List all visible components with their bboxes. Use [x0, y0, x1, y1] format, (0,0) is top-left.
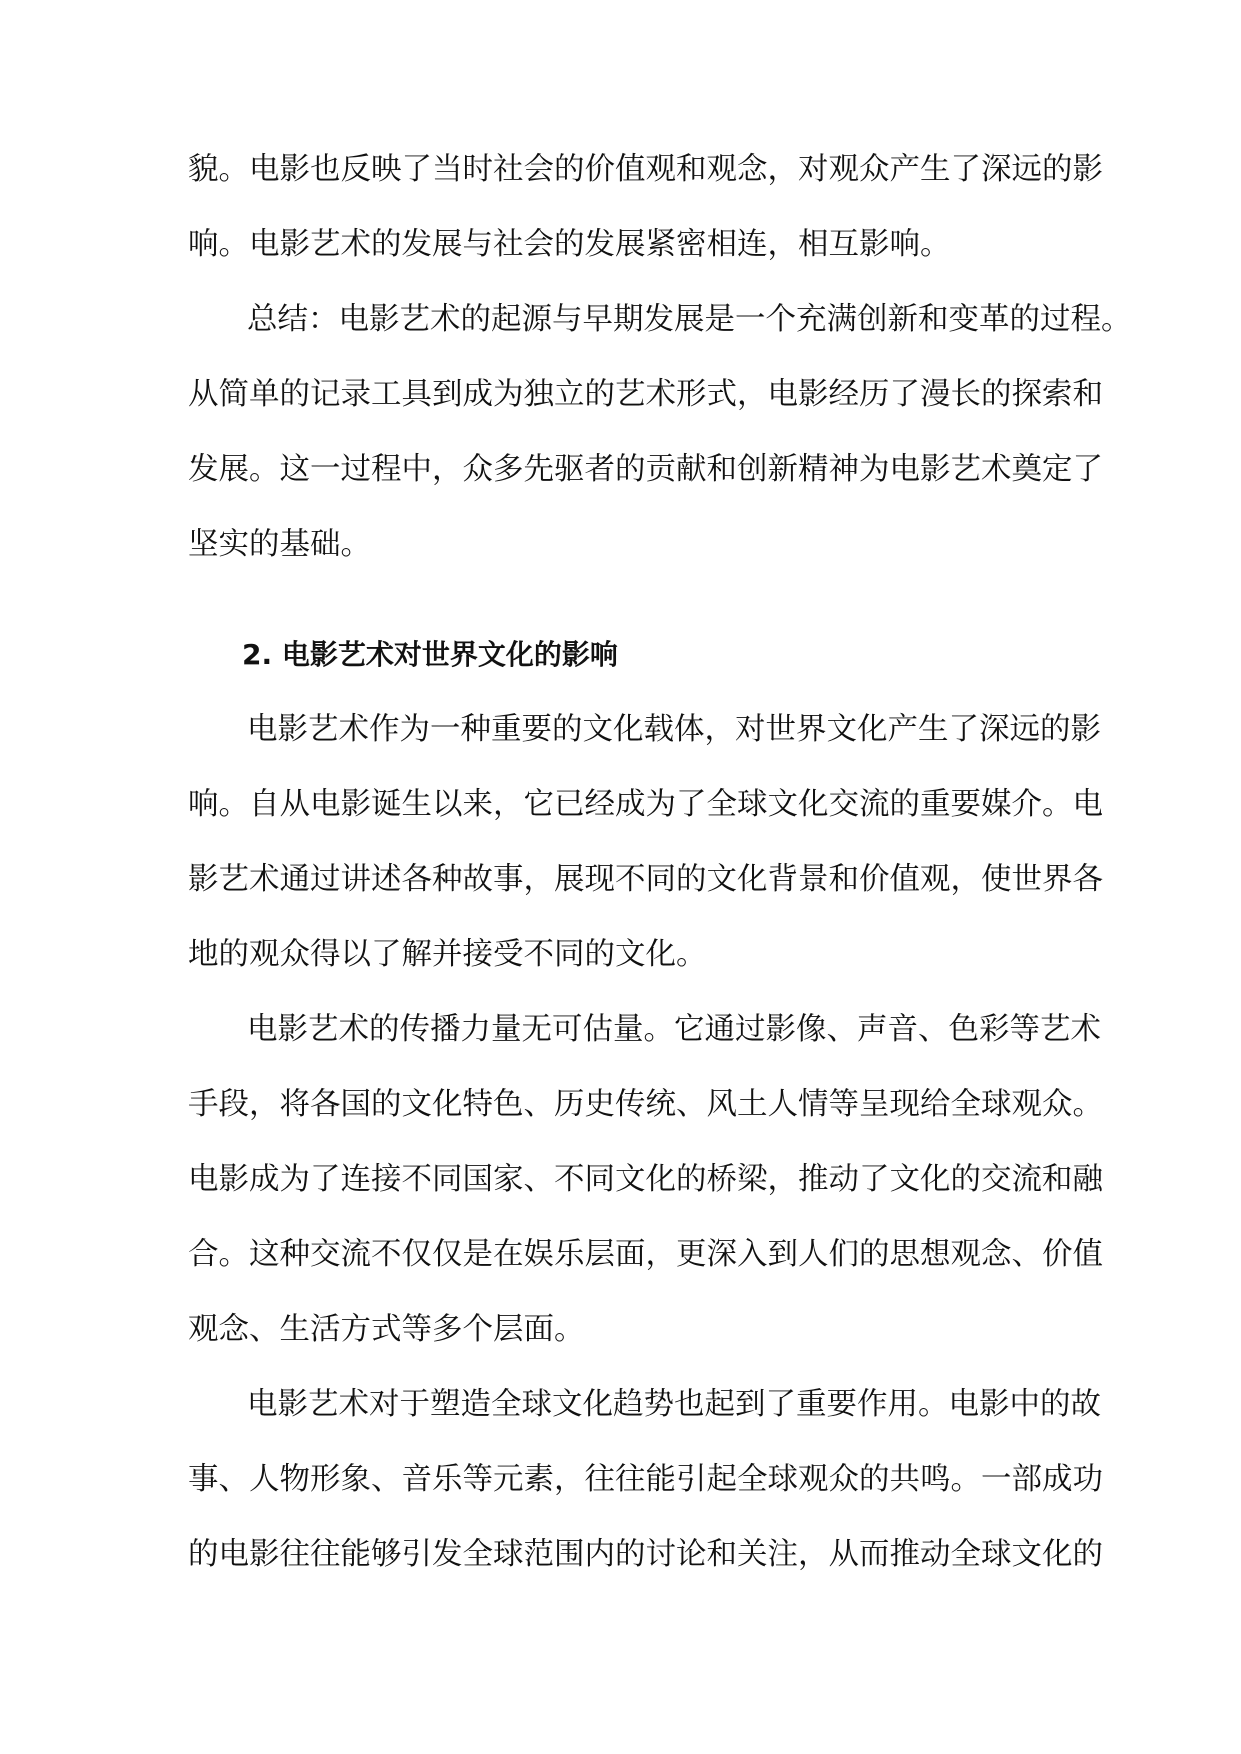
text-line: 发展。这一过程中，众多先驱者的贡献和创新精神为电影艺术奠定了 — [188, 452, 1103, 487]
section-heading: 2. 电影艺术对世界文化的影响 — [242, 638, 618, 671]
text-line: 从简单的记录工具到成为独立的艺术形式，电影经历了漫长的探索和 — [188, 377, 1103, 412]
text-line: 影艺术通过讲述各种故事，展现不同的文化背景和价值观，使世界各 — [188, 862, 1103, 897]
text-line: 事、人物形象、音乐等元素，往往能引起全球观众的共鸣。一部成功 — [188, 1462, 1103, 1497]
text-line: 手段，将各国的文化特色、历史传统、风土人情等呈现给全球观众。 — [188, 1087, 1103, 1122]
text-line: 电影艺术对于塑造全球文化趋势也起到了重要作用。电影中的故 — [247, 1387, 1101, 1422]
text-line: 响。电影艺术的发展与社会的发展紧密相连，相互影响。 — [188, 227, 951, 262]
text-line: 观念、生活方式等多个层面。 — [188, 1312, 585, 1347]
text-line: 总结：电影艺术的起源与早期发展是一个充满创新和变革的过程。 — [247, 302, 1132, 337]
text-line: 貌。电影也反映了当时社会的价值观和观念，对观众产生了深远的影 — [188, 152, 1103, 187]
text-line: 电影艺术的传播力量无可估量。它通过影像、声音、色彩等艺术 — [247, 1012, 1101, 1047]
text-line: 响。自从电影诞生以来，它已经成为了全球文化交流的重要媒介。电 — [188, 787, 1103, 822]
text-line: 地的观众得以了解并接受不同的文化。 — [188, 937, 707, 972]
text-line: 坚实的基础。 — [188, 527, 371, 562]
text-line: 电影成为了连接不同国家、不同文化的桥梁，推动了文化的交流和融 — [188, 1162, 1103, 1197]
text-line: 电影艺术作为一种重要的文化载体，对世界文化产生了深远的影 — [247, 712, 1101, 747]
text-line: 合。这种交流不仅仅是在娱乐层面，更深入到人们的思想观念、价值 — [188, 1237, 1103, 1272]
text-line: 的电影往往能够引发全球范围内的讨论和关注，从而推动全球文化的 — [188, 1537, 1103, 1572]
